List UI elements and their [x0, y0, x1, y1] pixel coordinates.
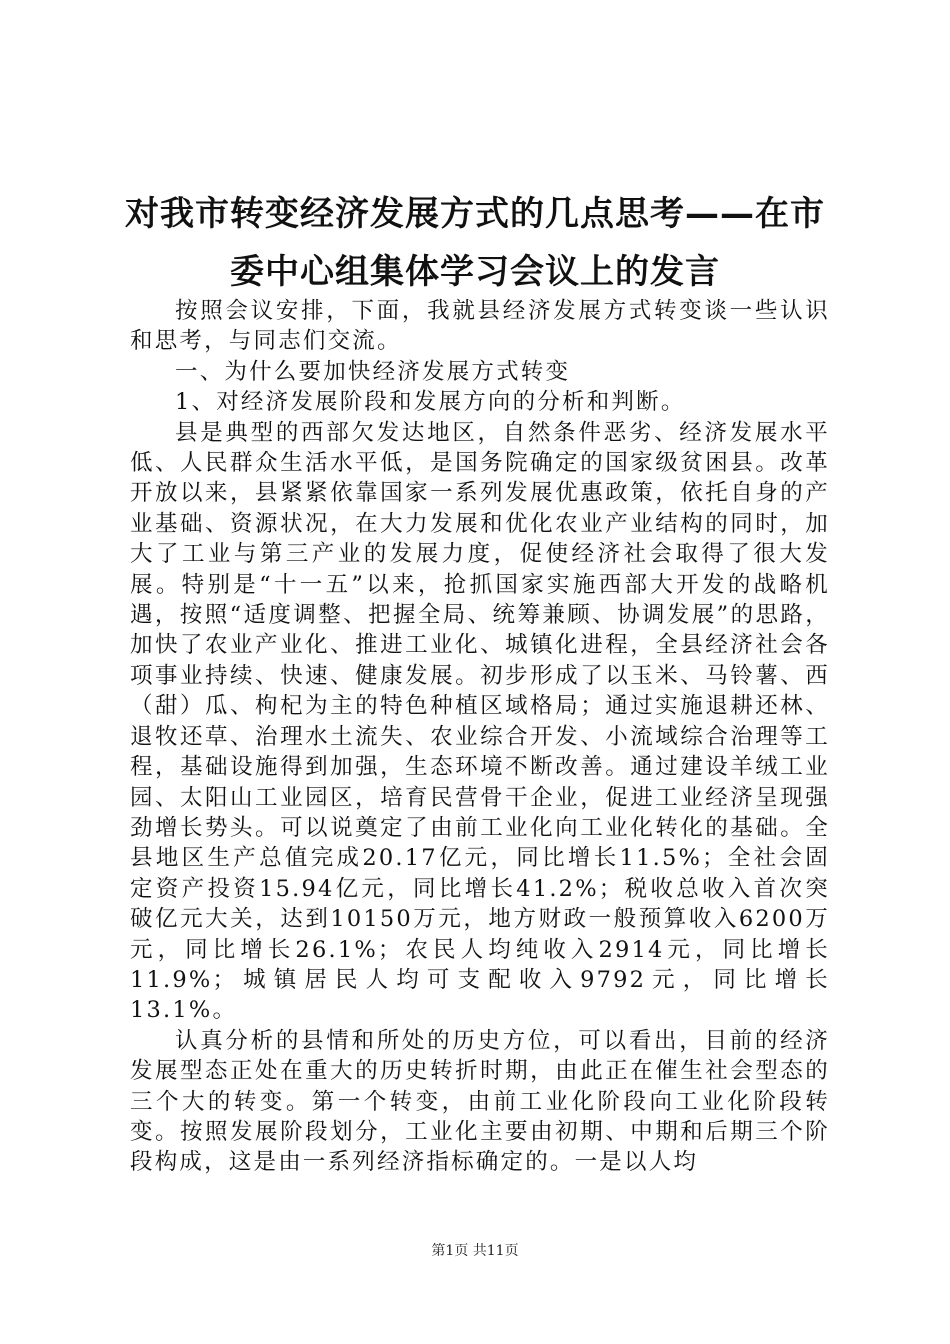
section-heading: 一、为什么要加快经济发展方式转变	[175, 358, 571, 385]
paragraph-analysis: 认真分析的县情和所处的历史方位，可以看出，目前的经济发展型态正处在重大的历史转折时期，由此正在催生社会型态的三个大的转变。第一个转变，由前工业化阶段向工业化阶段转变。按照发展阶段划分，工业化主要由初期、中期和后期三个阶段构成，这是由一系列经济指标确定的。一是以人均	[130, 1027, 830, 1176]
paragraph-intro: 按照会议安排，下面，我就县经济发展方式转变谈一些认识和思考，与同志们交流。	[130, 298, 830, 355]
page-footer: 第1页 共11页	[431, 1243, 519, 1259]
document-title: 对我市转变经济发展方式的几点思考——在市委中心组集体学习会议上的发言	[125, 194, 825, 292]
paragraph-county-overview: 县是典型的西部欠发达地区，自然条件恶劣、经济发展水平低、人民群众生活水平低，是国务院确定的国家级贫困县。改革开放以来，县紧紧依靠国家一系列发展优惠政策，依托自身的产业基础、资源状况，在大力发展和优化农业产业结构的同时，加大了工业与第三产业的发展力度，促使经济社会取得了很大发展。特别是“十一五”以来，抢抓国家实施西部大开发的战略机遇，按照“适度调整、把握全局、统筹兼顾、协调发展”的思路，加快了农业产业化、推进工业化、城镇化进程，全县经济社会各项事业持续、快速、健康发展。初步形成了以玉米、马铃薯、西（甜）瓜、枸杞为主的特色种植区域格局；通过实施退耕还林、退牧还草、治理水土流失、农业综合开发、小流域综合治理等工程，基础设施得到加强，生态环境不断改善。通过建设羊绒工业园、太阳山工业园区，培育民营骨干企业，促进工业经济呈现强劲增长势头。可以说奠定了由前工业化向工业化转化的基础。全县地区生产总值完成20.17亿元，同比增长11.5%；全社会固定资产投资15.94亿元，同比增长41.2%；税收总收入首次突破亿元大关，达到10150万元，地方财政一般预算收入6200万元，同比增长26.1%；农民人均纯收入2914元，同比增长11.9%；城镇居民人均可支配收入9792元，同比增长13.1%。	[130, 419, 830, 1024]
document-body	[130, 296, 830, 1178]
subsection-heading: 1、对经济发展阶段和发展方向的分析和判断。	[175, 389, 686, 416]
